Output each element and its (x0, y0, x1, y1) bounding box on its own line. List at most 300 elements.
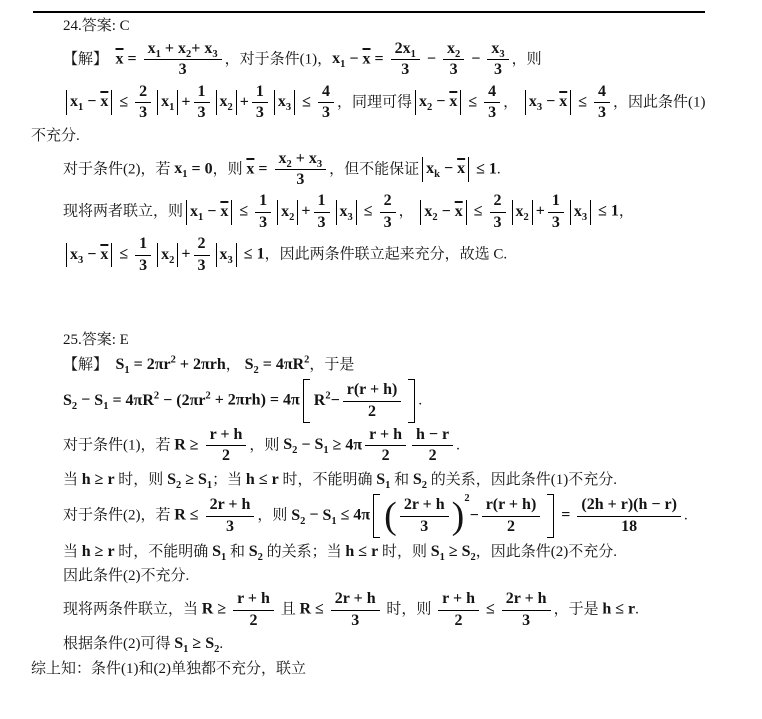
numerator (275, 150, 327, 170)
subscript: 2 (432, 212, 438, 224)
math-run: + (191, 40, 205, 57)
math-run: = (557, 506, 575, 524)
math-run: $x_3$ (491, 40, 505, 61)
math-run: ≤ (481, 600, 499, 618)
math-run: ≤ (464, 93, 482, 111)
text-run: 【解】 (63, 51, 116, 68)
math-run: − (469, 506, 479, 524)
math-run: + (160, 40, 179, 57)
right-bracket-icon (408, 379, 415, 423)
formula-line (63, 192, 762, 232)
math-run: R ≤ (174, 506, 203, 524)
denominator (365, 446, 406, 465)
denominator (400, 517, 449, 536)
text-run: 综上知：条件(1)和(2)单独都不充分，联立 (31, 660, 306, 677)
text-run: 的关系；当 (262, 544, 346, 561)
denominator (577, 517, 681, 536)
math-run: = (254, 159, 272, 177)
math-run: $S_1$ (174, 635, 189, 656)
subscript: 1 (323, 445, 329, 457)
math-run: r + h (369, 426, 402, 444)
math-run: ≥ (444, 543, 462, 561)
math-run: − (440, 160, 458, 178)
numerator (233, 590, 274, 610)
math-run: + 2πrh (175, 355, 226, 373)
text-run: 时，不能明确 (114, 544, 213, 561)
bracket-content (380, 494, 547, 538)
text-run: 和 (226, 544, 249, 561)
math-run: (2h + r)(h − r) (581, 496, 677, 514)
math-run: r + h (209, 426, 243, 444)
numerator (194, 235, 210, 255)
math-run: $x_2$ (281, 202, 295, 224)
math-run: 1 (259, 192, 268, 210)
text-run: . (496, 160, 501, 177)
text-run: 现将两条件联立，当 (63, 601, 202, 618)
fraction (343, 381, 402, 421)
math-run: h ≤ r (602, 600, 636, 618)
math-run: h − r (416, 426, 450, 444)
text-run: 当 (63, 544, 82, 561)
math-run: $S_1$ (314, 436, 329, 457)
superscript: 2 (464, 493, 470, 505)
subscript: 2 (421, 480, 428, 492)
math-run: ≥ (181, 470, 198, 488)
text-run: 不充分. (31, 127, 80, 144)
math-run: 1 (139, 235, 148, 253)
math-run: ≤ (359, 202, 377, 220)
overline-variable: $\overline{x}$ (246, 159, 255, 177)
numerator (380, 192, 396, 212)
math-run: 2 (383, 192, 392, 210)
math-run: 2r + h (403, 496, 445, 514)
math-run: 1 (551, 192, 560, 210)
math-run: $x_2$ (515, 202, 529, 224)
denominator (135, 256, 151, 275)
math-run: 3 (522, 611, 531, 629)
math-run: ≤ (115, 245, 133, 263)
fraction (391, 40, 420, 80)
math-run: $x_2$ (178, 40, 192, 61)
subscript: 3 (78, 254, 84, 266)
text-run: 【解】 (63, 356, 116, 373)
denominator (438, 611, 479, 630)
fraction (365, 426, 406, 466)
text-run: ， (398, 203, 418, 220)
math-run: ≤ 1 (594, 202, 619, 220)
math-run: $S_1$ (115, 355, 130, 377)
math-run: = 0 (187, 159, 213, 177)
math-run: 3 (139, 256, 148, 274)
subscript: 1 (182, 169, 188, 181)
absolute-value-group (216, 243, 237, 268)
formula-line (63, 235, 762, 275)
subscript: 3 (285, 102, 292, 114)
page-divider (33, 11, 705, 13)
math-run: ≤ 1 (472, 159, 497, 177)
numerator (135, 235, 151, 255)
math-run: 3 (488, 104, 497, 122)
overline-variable: $\overline{x}$ (220, 202, 229, 220)
right-bracket-icon (547, 494, 554, 538)
text-run: ，则 (257, 507, 292, 524)
subscript: 1 (220, 552, 227, 564)
math-run: $2x_1$ (394, 40, 416, 61)
numerator (548, 192, 564, 212)
math-run: 2r + h (334, 590, 376, 608)
math-run: − (467, 50, 485, 68)
numerator (331, 590, 380, 610)
math-run: $x_3$ (308, 149, 323, 170)
math-run: 3 (259, 213, 268, 231)
subscript: 2 (292, 445, 298, 457)
subscript: 1 (410, 49, 416, 61)
math-run: + (181, 245, 191, 263)
math-run: = (123, 50, 141, 68)
math-run: $S_2$ (205, 635, 220, 656)
formula-line (63, 83, 762, 123)
numerator (314, 192, 330, 212)
subscript: 1 (103, 400, 109, 412)
math-run: $S_2$ (283, 436, 298, 457)
overline-variable: $\overline{x}$ (559, 93, 568, 111)
math-run: $S_2$ (167, 470, 182, 492)
absolute-value-group (216, 90, 237, 115)
text-run: 当 (63, 471, 82, 488)
math-run: $S_2$ (412, 470, 428, 492)
text-run: ，则 (511, 51, 542, 68)
absolute-value-group (512, 200, 533, 225)
bracket-content (310, 379, 409, 423)
absolute-value-group (157, 243, 178, 268)
denominator (233, 611, 274, 630)
subscript: 2 (523, 212, 529, 224)
overline-variable: $\overline{x}$ (100, 93, 109, 111)
left-bracket-icon (303, 379, 310, 423)
fraction (194, 83, 210, 123)
math-run: − (422, 50, 441, 68)
math-run: 3 (383, 213, 392, 231)
math-run: 2r + h (505, 590, 547, 608)
overline-variable: $\overline{x}$ (362, 50, 371, 68)
numerator (577, 496, 681, 516)
math-run: R ≥ (201, 600, 231, 618)
subscript: 1 (331, 515, 337, 527)
math-run: 3 (551, 213, 560, 231)
overline-variable: $\overline{x}$ (449, 93, 458, 111)
text-run: . (219, 636, 224, 653)
overline-variable: $\overline{x}$ (115, 50, 124, 68)
math-run: $x_3$ (70, 245, 84, 266)
math-run: 3 (139, 104, 148, 122)
subscript: 2 (426, 102, 433, 114)
math-run: 2 (506, 517, 515, 535)
math-run: $S_1$ (430, 543, 445, 564)
fraction (135, 235, 151, 275)
math-run: 4 (598, 82, 607, 100)
numerator (135, 83, 151, 103)
text-run: . (683, 507, 688, 524)
denominator (380, 213, 396, 232)
numerator (343, 381, 402, 401)
math-run: 3 (321, 104, 330, 122)
subscript: 2 (175, 480, 182, 492)
text-line (31, 126, 762, 147)
denominator (206, 517, 255, 536)
subscript: 3 (347, 212, 353, 224)
math-run: ≤ (235, 202, 253, 220)
math-run: ≤ (115, 93, 133, 111)
math-run: ≥ (188, 635, 206, 653)
math-run: ≤ 1 (239, 245, 265, 263)
math-run: = $2\pi r^2$ (129, 354, 176, 373)
math-run: = $4\pi R^2$ (108, 390, 160, 409)
right-paren-icon: ) (451, 494, 465, 537)
fraction (314, 192, 330, 232)
math-run: $x_1$ (161, 93, 175, 114)
numerator (391, 40, 420, 60)
math-run: $S_1$ (212, 543, 227, 564)
math-run: $x_1$ (147, 40, 161, 61)
fraction (194, 235, 210, 275)
text-run: ，因此条件(2)不充分. (475, 544, 618, 561)
denominator (487, 60, 508, 79)
math-run: r + h (237, 590, 270, 608)
math-run: R ≤ (299, 600, 328, 618)
math-run: ≥ 4π (328, 436, 363, 454)
subscript: 3 (581, 212, 588, 224)
math-run: $x_3$ (573, 202, 588, 224)
math-run: 2 (381, 447, 390, 465)
text-run: 根据条件(2)可得 (63, 636, 175, 653)
text-run: 现将两者联立，则 (63, 203, 184, 220)
absolute-value-group (66, 243, 112, 268)
formula-line (63, 40, 762, 80)
absolute-value-group (277, 200, 298, 225)
math-run: 3 (296, 170, 305, 188)
math-run: r(r + h) (346, 381, 398, 399)
math-run: 1 (197, 82, 206, 100)
text-run: ， (503, 94, 522, 111)
math-run: 1 (317, 192, 326, 210)
fraction (135, 83, 151, 123)
math-run: $S_2$ (461, 543, 476, 564)
text-run: 和 (390, 471, 413, 488)
text-run: ，但不能保证 (329, 160, 420, 177)
absolute-value-group (415, 90, 461, 115)
absolute-value-group (66, 90, 112, 115)
math-run: $R^2$ (313, 390, 331, 409)
bracket-group (373, 494, 554, 538)
formula-line (63, 426, 762, 466)
numerator (438, 590, 479, 610)
formula-line (63, 379, 762, 423)
math-run: 3 (255, 104, 264, 122)
left-bracket-icon (373, 494, 380, 538)
subscript: 1 (169, 102, 175, 114)
numerator (400, 496, 449, 516)
math-run: $x_3$ (339, 202, 353, 224)
text-run: 时，不能明确 (278, 471, 377, 488)
math-run: ≤ (574, 93, 592, 111)
fraction (331, 590, 380, 630)
paren-group (384, 493, 470, 537)
math-run: $x_2$ (447, 40, 461, 61)
math-run: 1 (255, 82, 264, 100)
math-run: h ≥ r (81, 543, 115, 561)
formula-line (63, 633, 762, 655)
math-run: 3 (598, 104, 607, 122)
fraction (443, 40, 464, 80)
text-run: ， (225, 356, 245, 373)
math-run: $x_k$ (426, 160, 440, 181)
denominator (194, 103, 210, 122)
math-run: ≤ (469, 202, 487, 220)
math-run: − (305, 506, 323, 524)
math-run: − (77, 391, 95, 409)
numerator (144, 40, 222, 60)
math-run: + (291, 149, 309, 167)
denominator (490, 213, 506, 232)
denominator (252, 103, 268, 122)
fraction (487, 40, 508, 80)
math-run: $x_1$ (70, 93, 84, 114)
text-line (63, 566, 762, 587)
fraction (206, 496, 255, 536)
math-run: − (542, 93, 560, 111)
absolute-value-group (157, 90, 178, 115)
math-run: $S_2$ (244, 355, 259, 377)
subscript: 2 (286, 158, 292, 170)
fraction (482, 496, 541, 536)
subscript: 2 (253, 365, 259, 377)
overline-variable: $\overline{x}$ (100, 245, 109, 263)
math-run: $x_2$ (418, 93, 433, 114)
subscript: k (434, 169, 440, 181)
math-run: 3 (197, 256, 206, 274)
math-run: − ($2\pi r^2$ (159, 390, 211, 409)
subscript: 2 (300, 515, 306, 527)
text-run: ，因此两条件联立起来充分，故选 C. (264, 246, 508, 263)
math-run: $S_2$ (291, 506, 306, 527)
math-run: − (345, 50, 363, 68)
math-run: ≤ (298, 93, 315, 111)
denominator (206, 446, 247, 465)
math-run: R ≥ (174, 436, 203, 454)
text-run: ，对于条件(1)， (224, 51, 333, 68)
math-run: 3 (178, 61, 187, 79)
math-run: − (330, 391, 340, 409)
text-run: ，则 (212, 160, 247, 177)
denominator (135, 103, 151, 122)
text-run: ，于是 (553, 601, 603, 618)
math-run: 2 (428, 447, 437, 465)
text-run: 时，则 (114, 471, 168, 488)
numerator (502, 590, 551, 610)
subscript: 2 (470, 552, 476, 564)
math-run: $x_2$ (424, 202, 438, 224)
fraction (484, 83, 500, 123)
math-run: ≤ 4π (336, 506, 371, 524)
overline-variable: $\overline{x}$ (457, 160, 466, 178)
text-run: ；当 (212, 471, 246, 488)
numerator (318, 83, 334, 103)
denominator (412, 446, 453, 465)
formula-line (63, 590, 762, 630)
math-run: − (83, 93, 101, 111)
text-run: ，则 (249, 437, 284, 454)
fraction (275, 150, 327, 190)
subscript: 2 (71, 400, 78, 412)
math-run: − (297, 436, 315, 454)
absolute-value-group (336, 200, 357, 225)
subscript: 1 (155, 49, 161, 61)
denominator (194, 256, 210, 275)
subscript: 2 (227, 102, 233, 114)
subscript: 1 (206, 480, 213, 492)
subscript: 2 (169, 254, 175, 266)
text-run: 对于条件(1)，若 (63, 437, 175, 454)
math-run: 3 (420, 517, 429, 535)
absolute-value-group (186, 200, 232, 225)
math-run: $S_2$ (248, 543, 263, 564)
math-run: + (301, 202, 311, 220)
math-run: − (203, 202, 221, 220)
math-run: $x_1$ (174, 159, 188, 181)
text-run: 24.答案: C (63, 18, 130, 34)
fraction (490, 192, 506, 232)
formula-line (63, 469, 762, 491)
text-run: 时，则 (378, 544, 431, 561)
math-run: $S_1$ (322, 506, 337, 527)
denominator (275, 170, 327, 189)
math-run: 2 (249, 611, 258, 629)
math-run: $S_1$ (376, 470, 391, 492)
fraction (318, 83, 334, 123)
denominator (502, 611, 551, 630)
numerator (206, 426, 247, 446)
math-run: 3 (401, 61, 410, 79)
math-run: 3 (449, 61, 458, 79)
math-run: 2 (368, 402, 377, 420)
text-run: 时，则 (382, 601, 436, 618)
formula-line (63, 494, 762, 538)
math-run: = (370, 50, 388, 68)
fraction (548, 192, 564, 232)
math-run: 3 (493, 213, 502, 231)
subscript: 1 (198, 212, 204, 224)
math-run: + (535, 202, 545, 220)
subscript: 3 (536, 102, 543, 114)
math-run: r(r + h) (485, 496, 537, 514)
math-run: = $4\pi R^2$ (258, 354, 310, 373)
subscript: 3 (499, 49, 505, 61)
subscript: 2 (214, 644, 220, 656)
text-line (31, 659, 762, 680)
math-run: $x_3$ (219, 245, 233, 266)
text-run: ，因此条件(1) (613, 94, 706, 111)
overline-variable: $\overline{x}$ (454, 202, 463, 220)
numerator (487, 40, 508, 60)
fraction (206, 426, 247, 466)
text-run: 的关系，因此条件(1)不充分. (427, 471, 618, 488)
numerator (484, 83, 500, 103)
denominator (331, 611, 380, 630)
denominator (391, 60, 420, 79)
fraction (233, 590, 274, 630)
denominator (548, 213, 564, 232)
text-run: . (456, 437, 460, 454)
